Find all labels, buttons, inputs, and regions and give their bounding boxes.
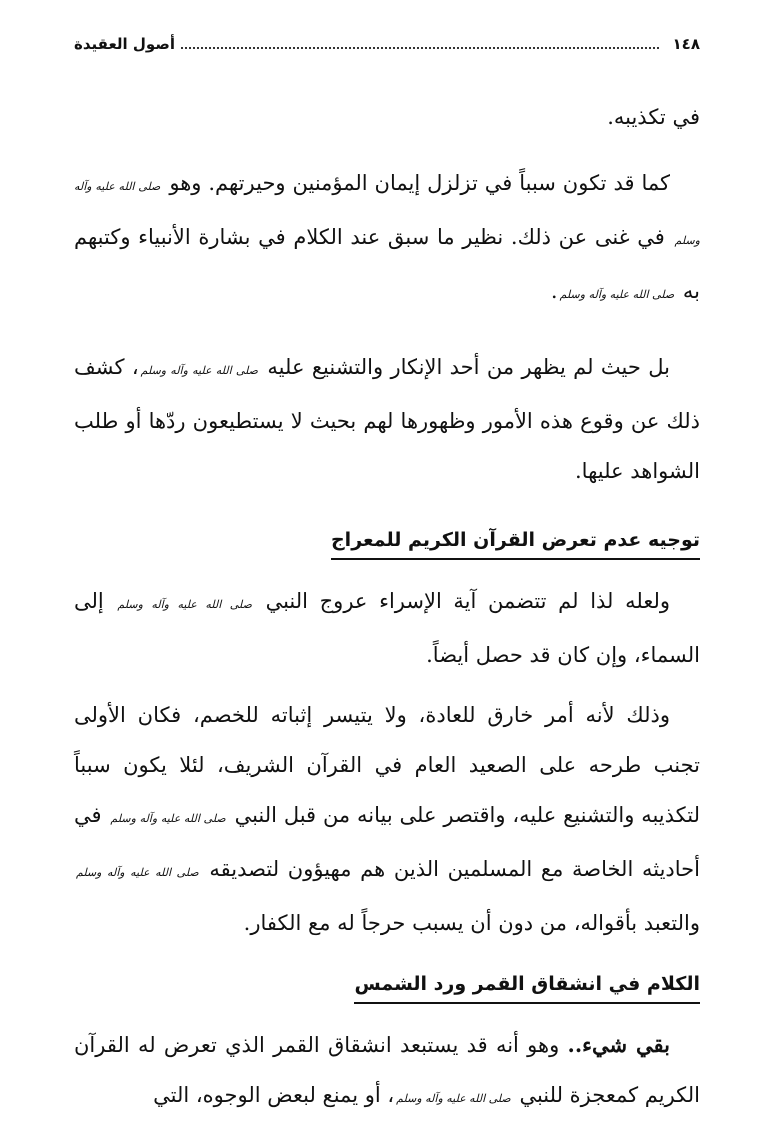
salawat-mark-3: صلى الله عليه وآله وسلم [140, 364, 259, 377]
paragraph-2-text-a: كما قد تكون سبباً في تزلزل إيمان المؤمنين وحيرتهم. وهو [169, 171, 670, 195]
paragraph-4 [74, 576, 700, 680]
paragraph-1-text: في تكذيبه. [607, 105, 700, 129]
paragraph-2-text-c: . [550, 279, 558, 303]
paragraph-3-text-a: بل حيث لم يظهر من أحد الإنكار والتشنيع عليه [267, 355, 670, 379]
paragraph-2 [74, 158, 700, 320]
section-heading-miraj: توجيه عدم تعرض القرآن الكريم للمعراج [331, 526, 700, 560]
paragraph-5-text-a: وذلك لأنه أمر خارق للعادة، ولا يتيسر إثباته للخصم، فكان الأولى تجنب طرحه على الصعيد العام في القرآن الشريف، لئلا يكون سبباً لتكذيبه والتشنيع عليه، واقتصر على بيانه من قبل النبي [74, 703, 701, 827]
leader-dots [181, 33, 659, 49]
salawat-mark-2: صلى الله عليه وآله وسلم [559, 288, 675, 301]
salawat-mark-5: صلى الله عليه وآله وسلم [110, 812, 226, 825]
salawat-mark-1: صلى الله عليه وآله وسلم [74, 180, 700, 247]
salawat-mark-6: صلى الله عليه وآله وسلم [76, 866, 199, 879]
page-number: ١٤٨ [672, 35, 700, 53]
salawat-mark-4: صلى الله عليه وآله وسلم [117, 598, 252, 611]
paragraph-2-text-b: في غنى عن ذلك. نظير ما سبق عند الكلام في بشارة الأنبياء وكتبهم به [74, 225, 700, 303]
paragraph-6 [74, 1020, 700, 1124]
paragraph-5-text-c: والتعبد بأقواله، من دون أن يسبب حرجاً له مع الكفار. [243, 911, 700, 935]
paragraph-5 [74, 690, 700, 948]
paragraph-6-lead: بقي شيء.. [567, 1032, 670, 1057]
salawat-mark-7: صلى الله عليه وآله وسلم [396, 1092, 511, 1105]
paragraph-3 [74, 342, 700, 496]
running-header [74, 30, 700, 58]
paragraph-5-text-b: في أحاديثه الخاصة مع المسلمين الذين هم مهيؤون لتصديقه [74, 803, 700, 881]
paragraph-4-text-a: ولعله لذا لم تتضمن آية الإسراء عروج النبي [265, 589, 670, 613]
paragraph-4-text-b: إلى السماء، وإن كان قد حصل أيضاً. [74, 589, 700, 667]
paragraph-6-text-b: ، أو يمنع لبعض الوجوه، التي [153, 1083, 395, 1107]
paragraph-3-text-b: ، كشف ذلك عن وقوع هذه الأمور وظهورها لهم بحيث لا يستطيعون ردّها أو طلب الشواهد عليها. [74, 355, 700, 483]
paragraph-1 [74, 92, 700, 142]
paragraph-6-text-a: وهو أنه قد يستبعد انشقاق القمر الذي تعرض له القرآن الكريم كمعجزة للنبي [74, 1033, 700, 1107]
book-title: أصول العقيدة [74, 35, 175, 53]
book-page [74, 30, 701, 1107]
section-heading-moon-splitting: الكلام في انشقاق القمر ورد الشمس [354, 970, 700, 1004]
